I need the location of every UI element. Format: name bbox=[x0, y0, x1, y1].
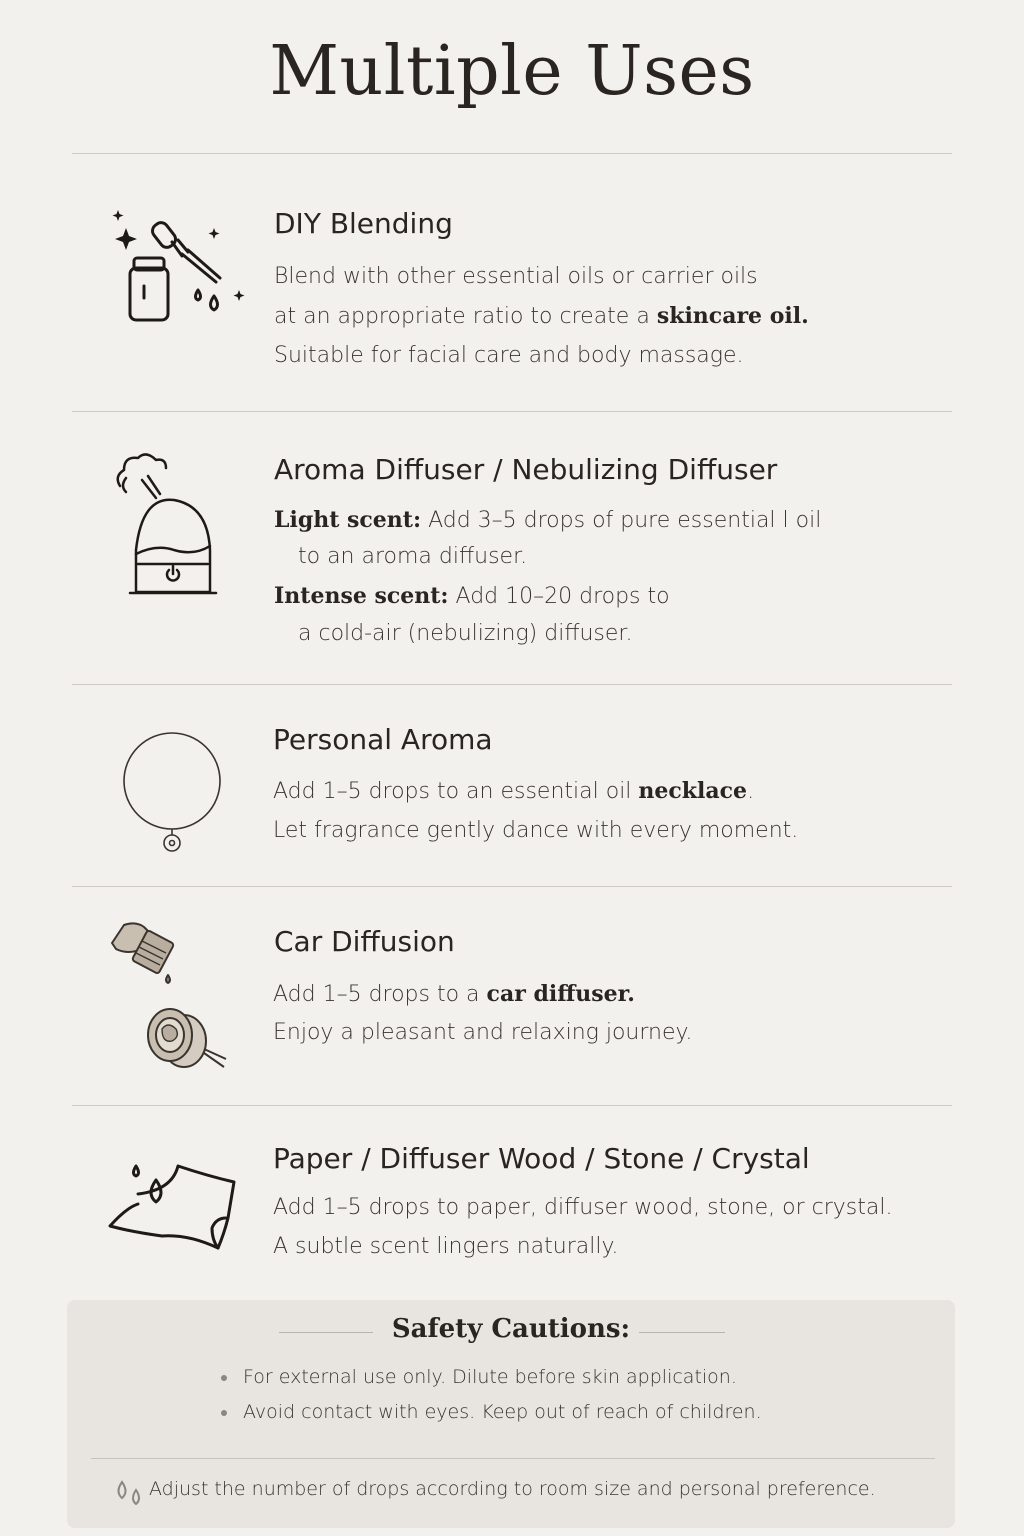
bullet-dot bbox=[221, 1410, 227, 1416]
car-diffuser-icon bbox=[108, 917, 232, 1071]
section-diy-blending bbox=[72, 154, 952, 411]
section-personal-aroma bbox=[72, 685, 952, 886]
section-text-line: A subtle scent lingers naturally. bbox=[273, 1234, 619, 1259]
section-text-line: Add 1–5 drops to paper, diffuser wood, stone, or crystal. bbox=[273, 1195, 893, 1220]
section-title: Personal Aroma bbox=[273, 723, 493, 756]
safety-bullet: For external use only. Dilute before skin application. bbox=[243, 1366, 737, 1388]
bullet-dot bbox=[221, 1375, 227, 1381]
section-text-line: Blend with other essential oils or carrier oils bbox=[274, 264, 758, 289]
section-text-line: Light scent: Add 3–5 drops of pure essential l oil bbox=[274, 507, 822, 533]
section-text-line: a cold-air (nebulizing) diffuser. bbox=[298, 621, 633, 646]
emphasis-text: skincare oil. bbox=[656, 303, 809, 329]
section-title: Aroma Diffuser / Nebulizing Diffuser bbox=[274, 453, 778, 486]
section-text-line: Let fragrance gently dance with every moment. bbox=[273, 818, 799, 843]
safety-bullet: Avoid contact with eyes. Keep out of reach of children. bbox=[243, 1401, 762, 1423]
section-title: Car Diffusion bbox=[274, 925, 455, 958]
section-text-line: Suitable for facial care and body massage. bbox=[274, 343, 744, 368]
section-text-line: Add 1–5 drops to a car diffuser. bbox=[273, 981, 635, 1007]
page-title: Multiple Uses bbox=[269, 32, 755, 111]
paper-drop-icon bbox=[108, 1162, 238, 1262]
section-title: DIY Blending bbox=[274, 207, 453, 240]
emphasis-text: Light scent: bbox=[274, 507, 422, 533]
section-title: Paper / Diffuser Wood / Stone / Crystal bbox=[273, 1142, 810, 1175]
necklace-icon bbox=[120, 729, 224, 855]
safety-divider bbox=[91, 1458, 935, 1459]
dropper-bottle-icon bbox=[106, 206, 246, 326]
safety-title: Safety Cautions: bbox=[391, 1314, 631, 1344]
section-text-line: at an appropriate ratio to create a skincare oil. bbox=[274, 303, 809, 329]
safety-panel bbox=[67, 1300, 955, 1528]
section-text-line: Enjoy a pleasant and relaxing journey. bbox=[273, 1020, 693, 1045]
section-text-line: Add 1–5 drops to an essential oil necklace. bbox=[273, 778, 755, 804]
emphasis-text: Intense scent: bbox=[274, 583, 449, 609]
section-text-line: to an aroma diffuser. bbox=[298, 544, 528, 569]
title-rule-right bbox=[639, 1332, 725, 1333]
section-car-diffusion bbox=[72, 887, 952, 1105]
emphasis-text: necklace bbox=[638, 778, 748, 804]
section-paper-wood-stone bbox=[72, 1106, 952, 1296]
aroma-diffuser-icon bbox=[112, 450, 224, 600]
drops-icon bbox=[113, 1476, 147, 1513]
emphasis-text: car diffuser. bbox=[486, 981, 635, 1007]
section-text-line: Intense scent: Add 10–20 drops to bbox=[274, 583, 670, 609]
section-aroma-diffuser bbox=[72, 412, 952, 684]
safety-tip: Adjust the number of drops according to room size and personal preference. bbox=[149, 1478, 876, 1500]
